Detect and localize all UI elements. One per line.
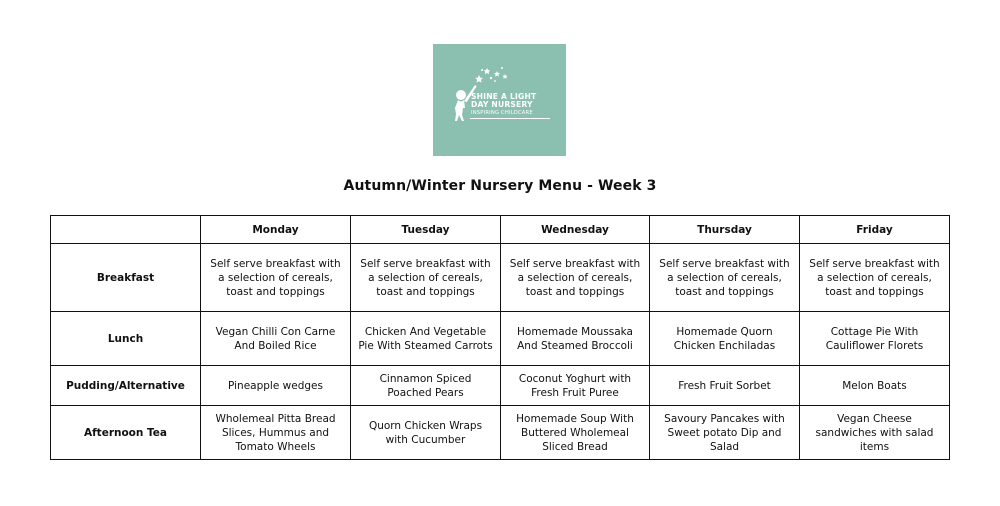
logo-line-2: DAY NURSERY bbox=[471, 100, 533, 109]
table-row bbox=[51, 366, 950, 406]
afternoon-tea-monday: Wholemeal Pitta Bread Slices, Hummus and Tomato Wheels bbox=[201, 406, 351, 460]
table-row bbox=[51, 244, 950, 312]
header-thursday: Thursday bbox=[650, 216, 800, 244]
breakfast-friday: Self serve breakfast with a selection of cereals, toast and toppings bbox=[800, 244, 950, 312]
lunch-thursday: Homemade Quorn Chicken Enchiladas bbox=[650, 312, 800, 366]
afternoon-tea-wednesday: Homemade Soup With Buttered Wholemeal Sliced Bread bbox=[501, 406, 650, 460]
pudding-tuesday: Cinnamon Spiced Poached Pears bbox=[351, 366, 501, 406]
row-label-afternoon-tea: Afternoon Tea bbox=[51, 406, 201, 460]
row-label-lunch: Lunch bbox=[51, 312, 201, 366]
afternoon-tea-tuesday: Quorn Chicken Wraps with Cucumber bbox=[351, 406, 501, 460]
logo-line-1: SHINE A LIGHT bbox=[471, 92, 537, 101]
pudding-wednesday: Coconut Yoghurt with Fresh Fruit Puree bbox=[501, 366, 650, 406]
pudding-thursday: Fresh Fruit Sorbet bbox=[650, 366, 800, 406]
page-title: Autumn/Winter Nursery Menu - Week 3 bbox=[343, 178, 657, 194]
header-friday: Friday bbox=[800, 216, 950, 244]
logo-underline bbox=[470, 118, 550, 119]
lunch-friday: Cottage Pie With Cauliflower Florets bbox=[800, 312, 950, 366]
table-row bbox=[51, 312, 950, 366]
nursery-logo bbox=[433, 44, 566, 156]
pudding-monday: Pineapple wedges bbox=[201, 366, 351, 406]
pudding-friday: Melon Boats bbox=[800, 366, 950, 406]
header-wednesday: Wednesday bbox=[501, 216, 650, 244]
lunch-tuesday: Chicken And Vegetable Pie With Steamed Carrots bbox=[351, 312, 501, 366]
header-monday: Monday bbox=[201, 216, 351, 244]
afternoon-tea-friday: Vegan Cheese sandwiches with salad items bbox=[800, 406, 950, 460]
menu-table bbox=[50, 215, 950, 460]
breakfast-thursday: Self serve breakfast with a selection of cereals, toast and toppings bbox=[650, 244, 800, 312]
breakfast-wednesday: Self serve breakfast with a selection of cereals, toast and toppings bbox=[501, 244, 650, 312]
logo-tagline: INSPIRING CHILDCARE bbox=[471, 110, 533, 116]
lunch-monday: Vegan Chilli Con Carne And Boiled Rice bbox=[201, 312, 351, 366]
afternoon-tea-thursday: Savoury Pancakes with Sweet potato Dip and Salad bbox=[650, 406, 800, 460]
header-tuesday: Tuesday bbox=[351, 216, 501, 244]
breakfast-monday: Self serve breakfast with a selection of cereals, toast and toppings bbox=[201, 244, 351, 312]
lunch-wednesday: Homemade Moussaka And Steamed Broccoli bbox=[501, 312, 650, 366]
table-row bbox=[51, 406, 950, 460]
header-row bbox=[51, 216, 950, 244]
row-label-pudding: Pudding/Alternative bbox=[51, 366, 201, 406]
row-label-breakfast: Breakfast bbox=[51, 244, 201, 312]
header-corner bbox=[51, 216, 201, 244]
breakfast-tuesday: Self serve breakfast with a selection of cereals, toast and toppings bbox=[351, 244, 501, 312]
